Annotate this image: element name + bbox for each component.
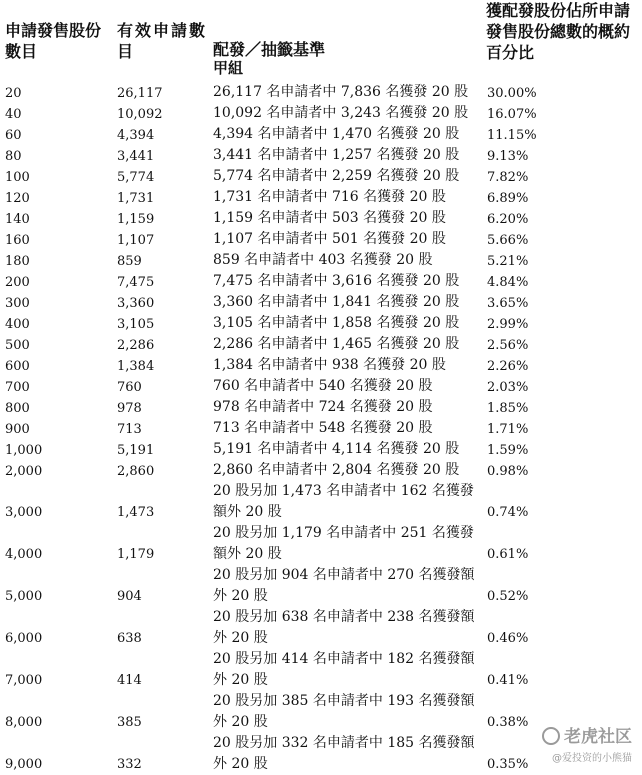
valid-applications-cell: 1,107	[117, 233, 155, 248]
allocation-basis-cell: 3,105 名申請者中 1,858 名獲發 20 股	[213, 315, 460, 331]
allocation-basis-cell: 20 股另加 904 名申請者中 270 名獲發額外 20 股	[213, 567, 475, 604]
valid-applications-cell: 26,117	[117, 86, 163, 101]
table-row	[0, 313, 642, 334]
approx-percentage-cell: 0.35%	[487, 757, 529, 772]
allocation-basis-cell: 1,107 名申請者中 501 名獲發 20 股	[213, 231, 446, 247]
tiger-logo-icon	[542, 727, 560, 745]
valid-applications-cell: 5,774	[117, 170, 155, 185]
allocation-basis-cell: 1,159 名申請者中 503 名獲發 20 股	[213, 210, 446, 226]
applied-shares-cell: 800	[5, 401, 30, 416]
allocation-basis-cell: 20 股另加 1,473 名申請者中 162 名獲發額外 20 股	[213, 483, 474, 520]
approx-percentage-cell: 4.84%	[487, 275, 529, 290]
valid-applications-cell: 859	[117, 254, 142, 269]
applied-shares-cell: 6,000	[5, 631, 43, 646]
valid-applications-cell: 332	[117, 757, 142, 772]
applied-shares-cell: 9,000	[5, 757, 43, 772]
applied-shares-cell: 120	[5, 191, 30, 206]
applied-shares-cell: 200	[5, 275, 30, 290]
valid-applications-cell: 385	[117, 715, 142, 730]
table-row	[0, 271, 642, 292]
table-row	[0, 145, 642, 166]
applied-shares-cell: 160	[5, 233, 30, 248]
table-row	[0, 649, 642, 691]
allocation-basis-cell: 2,860 名申請者中 2,804 名獲發 20 股	[213, 462, 460, 478]
valid-applications-cell: 1,179	[117, 547, 155, 562]
valid-applications-cell: 5,191	[117, 443, 155, 458]
allocation-basis-cell: 7,475 名申請者中 3,616 名獲發 20 股	[213, 273, 460, 289]
allocation-basis-cell: 10,092 名申請者中 3,243 名獲發 20 股	[213, 105, 469, 121]
approx-percentage-cell: 0.98%	[487, 464, 529, 479]
table-row	[0, 460, 642, 481]
allocation-basis-cell: 760 名申請者中 540 名獲發 20 股	[213, 378, 433, 394]
table-row	[0, 523, 642, 565]
approx-percentage-cell: 9.13%	[487, 149, 529, 164]
table-row	[0, 565, 642, 607]
approx-percentage-cell: 0.46%	[487, 631, 529, 646]
approx-percentage-cell: 6.89%	[487, 191, 529, 206]
approx-percentage-cell: 0.52%	[487, 589, 529, 604]
table-row	[0, 607, 642, 649]
applied-shares-cell: 5,000	[5, 589, 43, 604]
header-valid-applications: 有效申請數目	[117, 21, 208, 61]
applied-shares-cell: 300	[5, 296, 30, 311]
allocation-basis-cell: 5,774 名申請者中 2,259 名獲發 20 股	[213, 168, 460, 184]
valid-applications-cell: 638	[117, 631, 142, 646]
approx-percentage-cell: 2.99%	[487, 317, 529, 332]
table-row	[0, 187, 642, 208]
allocation-basis-cell: 2,286 名申請者中 1,465 名獲發 20 股	[213, 336, 460, 352]
applied-shares-cell: 180	[5, 254, 30, 269]
allocation-basis-cell: 1,384 名申請者中 938 名獲發 20 股	[213, 357, 446, 373]
approx-percentage-cell: 5.66%	[487, 233, 529, 248]
approx-percentage-cell: 2.03%	[487, 380, 529, 395]
valid-applications-cell: 3,360	[117, 296, 155, 311]
approx-percentage-cell: 0.38%	[487, 715, 529, 730]
header-approx-percentage: 獲配發股份佔所申請發售股份總數的概約百分比	[486, 1, 631, 62]
allocation-basis-cell: 20 股另加 638 名申請者中 238 名獲發額外 20 股	[213, 609, 475, 646]
valid-applications-cell: 1,384	[117, 359, 155, 374]
approx-percentage-cell: 2.26%	[487, 359, 529, 374]
valid-applications-cell: 7,475	[117, 275, 155, 290]
approx-percentage-cell: 1.85%	[487, 401, 529, 416]
approx-percentage-cell: 2.56%	[487, 338, 529, 353]
allocation-basis-cell: 5,191 名申請者中 4,114 名獲發 20 股	[213, 441, 460, 457]
table-row	[0, 355, 642, 376]
applied-shares-cell: 40	[5, 107, 22, 122]
applied-shares-cell: 20	[5, 86, 22, 101]
watermark-brand: 老虎社区	[564, 727, 632, 747]
allocation-basis-cell: 1,731 名申請者中 716 名獲發 20 股	[213, 189, 446, 205]
header-applied-shares: 申請發售股份數目	[5, 21, 102, 61]
valid-applications-cell: 2,860	[117, 464, 155, 479]
valid-applications-cell: 4,394	[117, 128, 155, 143]
table-row	[0, 250, 642, 271]
table-row	[0, 103, 642, 124]
allocation-basis-cell: 978 名申請者中 724 名獲發 20 股	[213, 399, 433, 415]
applied-shares-cell: 400	[5, 317, 30, 332]
table-row	[0, 229, 642, 250]
allocation-basis-cell: 3,441 名申請者中 1,257 名獲發 20 股	[213, 147, 460, 163]
allocation-basis-cell: 20 股另加 1,179 名申請者中 251 名獲發額外 20 股	[213, 525, 474, 562]
table-row	[0, 397, 642, 418]
applied-shares-cell: 140	[5, 212, 30, 227]
approx-percentage-cell: 0.41%	[487, 673, 529, 688]
allocation-basis-cell: 713 名申請者中 548 名獲發 20 股	[213, 420, 433, 436]
applied-shares-cell: 80	[5, 149, 22, 164]
allocation-basis-cell: 3,360 名申請者中 1,841 名獲發 20 股	[213, 294, 460, 310]
allocation-basis-cell: 4,394 名申請者中 1,470 名獲發 20 股	[213, 126, 460, 142]
valid-applications-cell: 3,441	[117, 149, 155, 164]
header-allocation-basis: 配發／抽籤基準	[213, 40, 326, 59]
valid-applications-cell: 10,092	[117, 107, 163, 122]
applied-shares-cell: 2,000	[5, 464, 43, 479]
applied-shares-cell: 600	[5, 359, 30, 374]
table-row	[0, 292, 642, 313]
table-row	[0, 124, 642, 145]
applied-shares-cell: 3,000	[5, 505, 43, 520]
approx-percentage-cell: 1.71%	[487, 422, 529, 437]
applied-shares-cell: 8,000	[5, 715, 43, 730]
applied-shares-cell: 900	[5, 422, 30, 437]
approx-percentage-cell: 0.74%	[487, 505, 529, 520]
valid-applications-cell: 1,473	[117, 505, 155, 520]
valid-applications-cell: 1,731	[117, 191, 155, 206]
approx-percentage-cell: 16.07%	[487, 107, 537, 122]
valid-applications-cell: 978	[117, 401, 142, 416]
table-row	[0, 166, 642, 187]
table-row	[0, 418, 642, 439]
table-row	[0, 439, 642, 460]
pool-label: 甲組	[213, 59, 244, 77]
table-row	[0, 334, 642, 355]
applied-shares-cell: 4,000	[5, 547, 43, 562]
approx-percentage-cell: 6.20%	[487, 212, 529, 227]
applied-shares-cell: 100	[5, 170, 30, 185]
table-row	[0, 481, 642, 523]
valid-applications-cell: 713	[117, 422, 142, 437]
valid-applications-cell: 3,105	[117, 317, 155, 332]
applied-shares-cell: 1,000	[5, 443, 43, 458]
approx-percentage-cell: 30.00%	[487, 86, 537, 101]
valid-applications-cell: 760	[117, 380, 142, 395]
applied-shares-cell: 7,000	[5, 673, 43, 688]
watermark-user: @爱投资的小熊猫	[552, 753, 632, 764]
allocation-basis-cell: 20 股另加 332 名申請者中 185 名獲發額外 20 股	[213, 735, 475, 772]
approx-percentage-cell: 3.65%	[487, 296, 529, 311]
table-row	[0, 376, 642, 397]
valid-applications-cell: 1,159	[117, 212, 155, 227]
valid-applications-cell: 2,286	[117, 338, 155, 353]
allocation-basis-cell: 20 股另加 414 名申請者中 182 名獲發額外 20 股	[213, 651, 475, 688]
approx-percentage-cell: 0.61%	[487, 547, 529, 562]
applied-shares-cell: 60	[5, 128, 22, 143]
approx-percentage-cell: 7.82%	[487, 170, 529, 185]
valid-applications-cell: 414	[117, 673, 142, 688]
applied-shares-cell: 700	[5, 380, 30, 395]
applied-shares-cell: 500	[5, 338, 30, 353]
watermark	[542, 722, 632, 764]
table-row	[0, 208, 642, 229]
table-row	[0, 82, 642, 103]
valid-applications-cell: 904	[117, 589, 142, 604]
allocation-basis-cell: 859 名申請者中 403 名獲發 20 股	[213, 252, 433, 268]
approx-percentage-cell: 11.15%	[487, 128, 537, 143]
allocation-basis-cell: 26,117 名申請者中 7,836 名獲發 20 股	[213, 84, 469, 100]
allocation-basis-cell: 20 股另加 385 名申請者中 193 名獲發額外 20 股	[213, 693, 475, 730]
approx-percentage-cell: 5.21%	[487, 254, 529, 269]
approx-percentage-cell: 1.59%	[487, 443, 529, 458]
